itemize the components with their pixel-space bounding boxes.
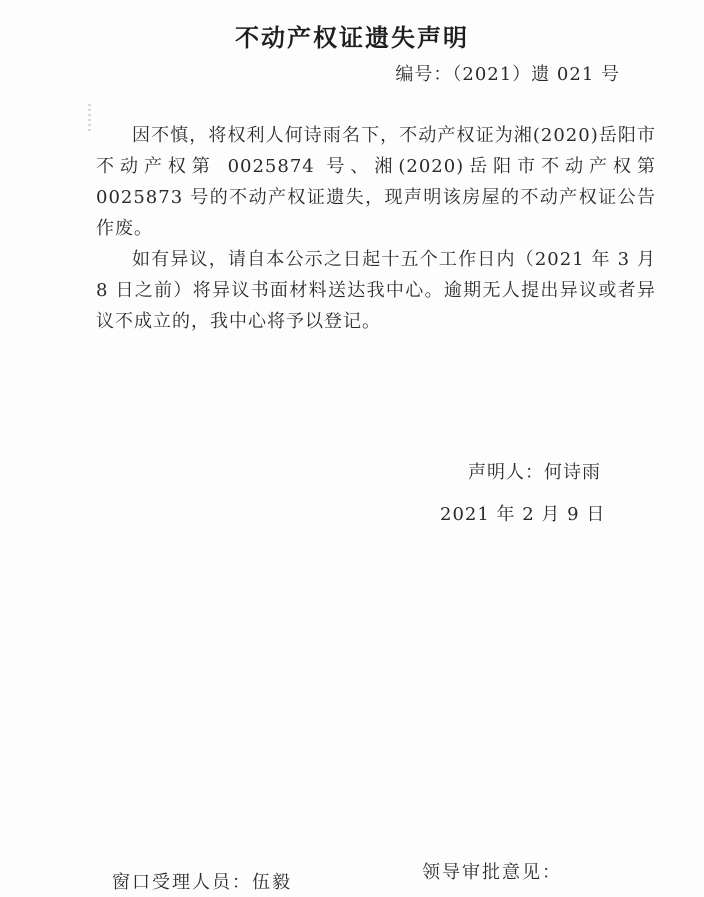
- document-number: 编号：（2021）遗 021 号: [395, 64, 620, 85]
- document-body: [96, 120, 656, 337]
- leader-opinion-field: 领导审批意见：: [422, 862, 562, 883]
- document-title: 不动产权证遗失声明: [235, 24, 469, 52]
- window-receiver-field: 窗口受理人员：伍毅: [112, 872, 292, 893]
- scan-artifact: [88, 104, 91, 134]
- paragraph-objection-notice: 如有异议，请自本公示之日起十五个工作日内（2021 年 3 月 8 日之前）将异议书面材料送达我中心。逾期无人提出异议或者异议不成立的，我中心将予以登记。: [96, 249, 656, 332]
- paragraph-loss-statement: 因不慎，将权利人何诗雨名下，不动产权证为湘(2020)岳阳市不动产权第 0025874 号、湘(2020)岳阳市不动产权第 0025873 号的不动产权证遗失，现声明该房屋的不动产权证公告作废。: [96, 125, 656, 239]
- declaration-date: 2021 年 2 月 9 日: [440, 504, 606, 525]
- declarant-line: 声明人：何诗雨: [468, 462, 601, 483]
